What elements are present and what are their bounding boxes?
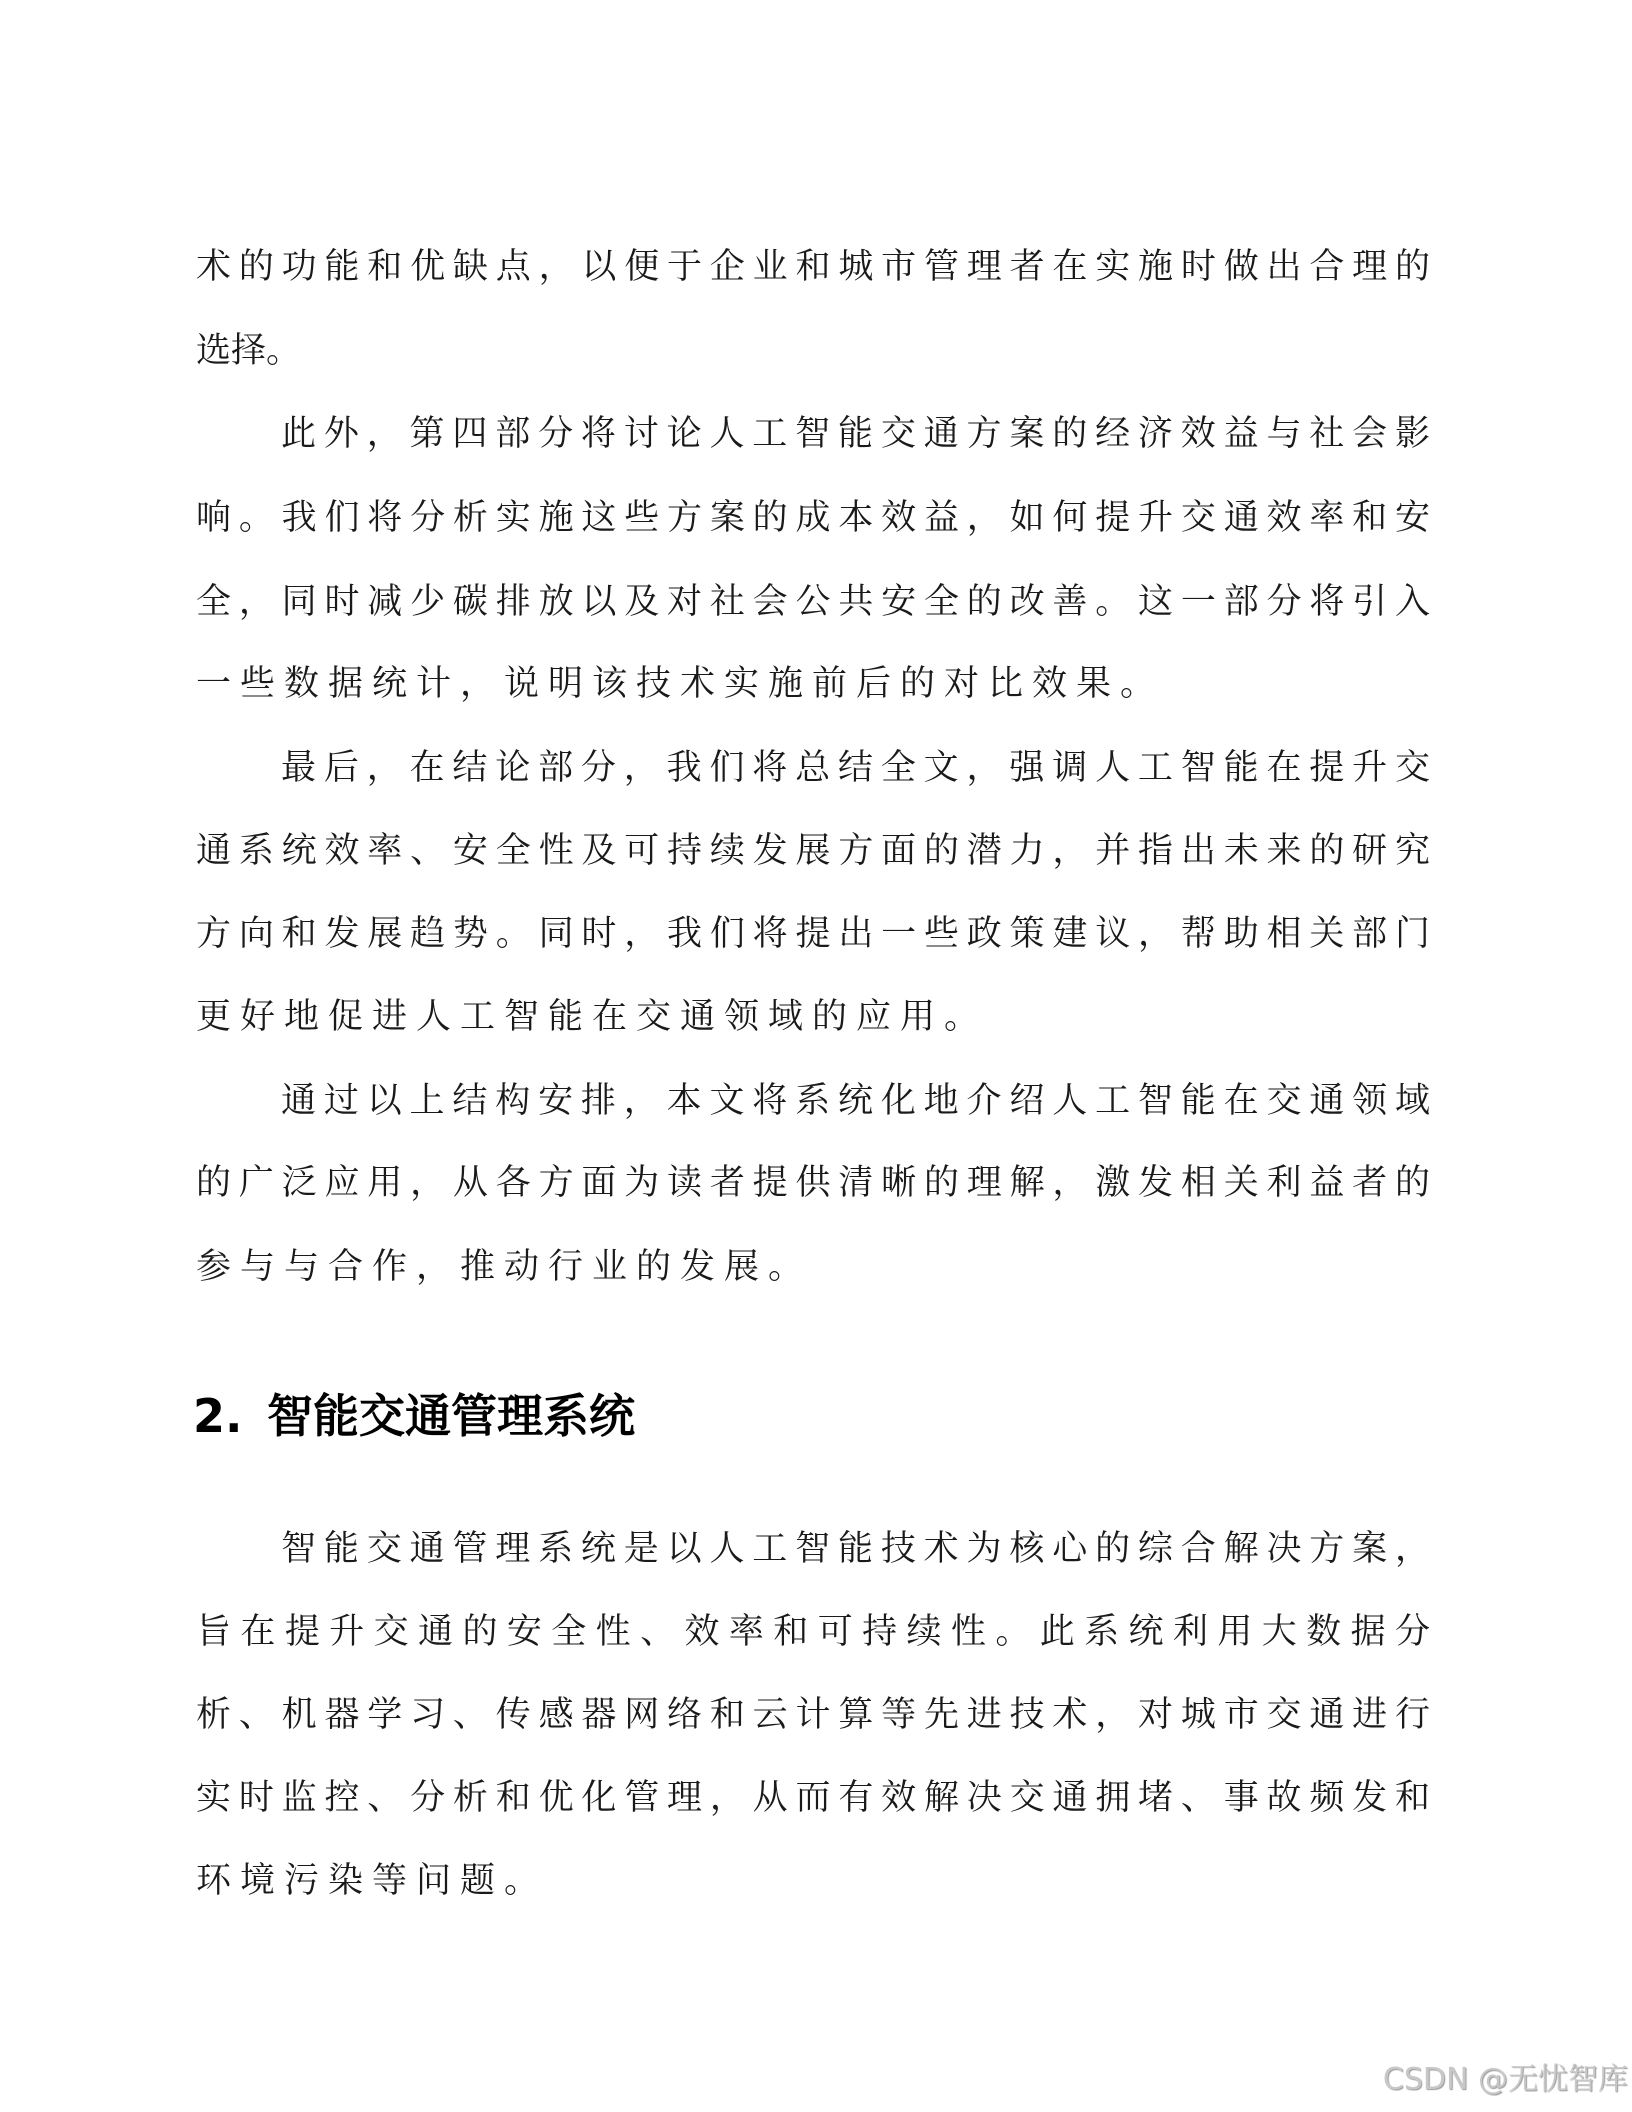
text-line: 此外，第四部分将讨论人工智能交通方案的经济效益与社会影 — [281, 414, 1430, 454]
text-line: 实时监控、分析和优化管理，从而有效解决交通拥堵、事故频发和 — [196, 1778, 1430, 1818]
text-line: 参与与合作，推动行业的发展。 — [196, 1247, 813, 1287]
text-line: 全，同时减少碳排放以及对社会公共安全的改善。这一部分将引入 — [196, 582, 1430, 622]
text-line: 通系统效率、安全性及可持续发展方面的潜力，并指出未来的研究 — [196, 831, 1430, 871]
text-line: 响。我们将分析实施这些方案的成本效益，如何提升交通效率和安 — [196, 498, 1430, 538]
text-line: 一些数据统计，说明该技术实施前后的对比效果。 — [196, 664, 1165, 704]
text-line: 的广泛应用，从各方面为读者提供清晰的理解，激发相关利益者的 — [196, 1163, 1430, 1203]
text-line: 最后，在结论部分，我们将总结全文，强调人工智能在提升交 — [281, 748, 1430, 788]
section-heading — [193, 1388, 635, 1444]
text-line: 更好地促进人工智能在交通领域的应用。 — [196, 997, 989, 1037]
text-line: 智能交通管理系统是以人工智能技术为核心的综合解决方案， — [281, 1529, 1430, 1569]
text-line: 术的功能和优缺点，以便于企业和城市管理者在实施时做出合理的 — [196, 247, 1430, 287]
text-line: 环境污染等问题。 — [196, 1861, 549, 1901]
text-line: 选择。 — [196, 331, 302, 371]
watermark: CSDN @无忧智库 — [1382, 2062, 1628, 2097]
text-line: 通过以上结构安排，本文将系统化地介绍人工智能在交通领域 — [281, 1081, 1430, 1121]
text-line: 方向和发展趋势。同时，我们将提出一些政策建议，帮助相关部门 — [196, 914, 1430, 954]
section-title: 智能交通管理系统 — [267, 1389, 635, 1443]
text-line: 旨在提升交通的安全性、效率和可持续性。此系统利用大数据分 — [196, 1612, 1430, 1652]
section-number: 2. — [193, 1389, 243, 1443]
text-line: 析、机器学习、传感器网络和云计算等先进技术，对城市交通进行 — [196, 1695, 1430, 1735]
